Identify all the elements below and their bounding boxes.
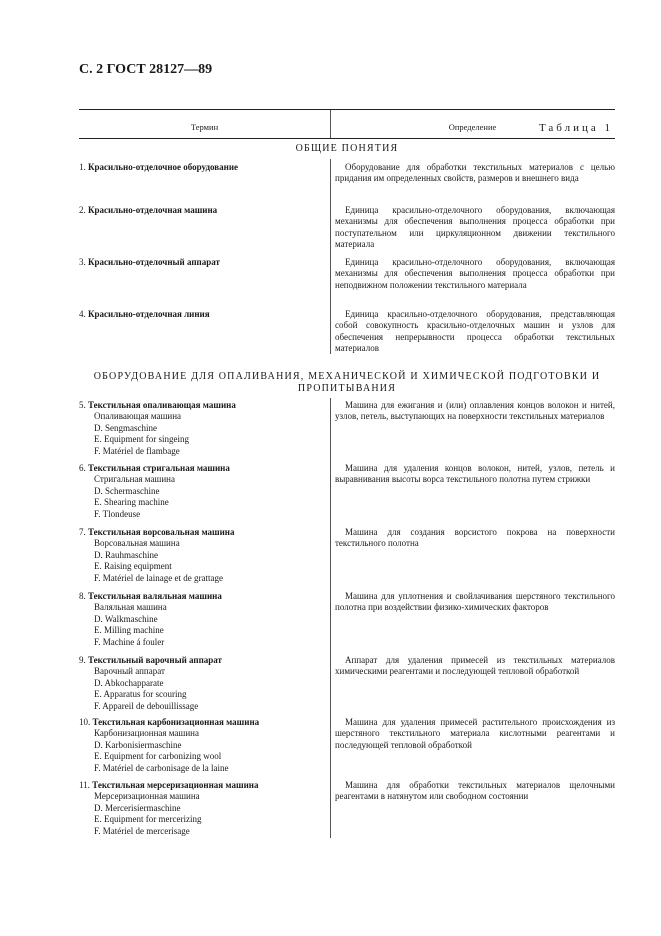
term-synonym: D. Karbonisiermaschine — [94, 739, 182, 750]
definition-cell: Машина для удаления примесей растительного происхождения из шерстяного текстильного материала кислотными реагентами и последующей тепловой обработкой — [335, 717, 615, 750]
term-synonym: F. Machine á fouler — [94, 636, 165, 647]
term-number: 10. — [79, 717, 93, 727]
term-cell — [79, 400, 324, 457]
term-synonym: E. Equipment for singeing — [94, 434, 189, 445]
term-synonym: Валяльная машина — [94, 602, 167, 613]
term-cell — [79, 463, 324, 520]
term-title: Красильно-отделочная машина — [88, 205, 218, 215]
term-number: 2. — [79, 205, 88, 215]
term-synonym: E. Shearing machine — [94, 497, 169, 508]
term-synonym: F. Matériel de carbonisage de la laine — [94, 762, 229, 773]
term-synonym: F. Tlondeuse — [94, 508, 141, 519]
term-synonym: D. Mercerisiermaschine — [94, 802, 181, 813]
term-number: 5. — [79, 400, 88, 410]
term-title: Красильно-отделочный аппарат — [88, 257, 220, 267]
term-synonym: Мерсеризационная машина — [94, 791, 200, 802]
term-cell — [79, 257, 324, 268]
term-cell — [79, 309, 324, 320]
column-divider — [330, 159, 331, 354]
term-synonym: E. Milling machine — [94, 625, 164, 636]
term-number: 1. — [79, 162, 88, 172]
definition-cell: Машина для обработки текстильных материалов щелочными реагентами в натянутом или свободном состоянии — [335, 780, 615, 802]
term-synonym: Карбонизационная машина — [94, 728, 199, 739]
term-synonym: Опаливающая машина — [94, 411, 182, 422]
term-title: Текстильная мерсеризационная машина — [92, 780, 259, 790]
definition-cell: Единица красильно-отделочного оборудования, включающая механизмы для обеспечения выполнения процесса обработки при неподвижном положении текстильного материала — [335, 257, 615, 290]
term-title: Текстильная валяльная машина — [88, 591, 222, 601]
term-synonym: D. Rauhmaschine — [94, 549, 158, 560]
term-number: 3. — [79, 257, 88, 267]
term-title: Текстильный варочный аппарат — [88, 655, 222, 665]
term-number: 9. — [79, 655, 88, 665]
term-synonym: E. Raising equipment — [94, 561, 172, 572]
term-synonym: E. Apparatus for scouring — [94, 689, 187, 700]
definition-cell: Единица красильно-отделочного оборудования, представляющая собой совокупность красильно-отделочных машин и узлов для обеспечения непрерывности процесса обработки текстильных материалов — [335, 309, 615, 354]
term-cell — [79, 717, 324, 774]
definition-cell: Машина для уплотнения и свойлачивания шерстяного текстильного полотна при воздействии физико-химических факторов — [335, 591, 615, 613]
column-header-definition: Определение — [448, 122, 497, 132]
column-header-term: Термин — [190, 122, 219, 132]
term-cell — [79, 205, 324, 216]
term-synonym: F. Matériel de mercerisage — [94, 825, 190, 836]
term-title: Красильно-отделочная линия — [88, 309, 210, 319]
term-number: 11. — [79, 780, 93, 790]
definition-cell: Машина для создания ворсистого покрова на поверхности текстильного полотна — [335, 527, 615, 549]
header-bottom-rule — [79, 138, 615, 139]
term-title: Текстильная карбонизационная машина — [92, 717, 260, 727]
term-synonym: E. Equipment for carbonizing wool — [94, 751, 222, 762]
term-synonym: F. Matériel de flambage — [94, 445, 180, 456]
definition-cell: Единица красильно-отделочного оборудования, включающая механизмы для обеспечения выполнения процесса обработки при поступательном или циркуляционном движении текстильного материала — [335, 205, 615, 250]
definition-cell: Машина для ежигания и (или) оплавления концов волокон и нитей, узлов, петель, выступающих на поверхности текстильных материалов — [335, 400, 615, 422]
section-title: ОБОРУДОВАНИЕ ДЛЯ ОПАЛИВАНИЯ, МЕХАНИЧЕСКОЙ И ХИМИЧЕСКОЙ ПОДГОТОВКИ И ПРОПИТЫВАНИЯ — [93, 371, 601, 394]
header-divider — [330, 110, 331, 138]
term-cell — [79, 162, 324, 173]
term-number: 7. — [79, 527, 88, 537]
term-cell — [79, 591, 324, 648]
definition-cell: Аппарат для удаления примесей из текстильных материалов химическими реагентами и последующей тепловой обработкой — [335, 655, 615, 677]
term-synonym: F. Appareil de debouillissage — [94, 700, 199, 711]
term-synonym: D. Schermaschine — [94, 485, 160, 496]
term-title: Текстильная опаливающая машина — [88, 400, 236, 410]
term-synonym: F. Matériel de lainage et de grattage — [94, 572, 223, 583]
term-synonym: D. Sengmaschine — [94, 422, 157, 433]
definition-cell: Машина для удаления концов волокон, нитей, узлов, петель и выравнивания высоты ворса текстильного полотна путем стрижки — [335, 463, 615, 485]
section-title: ОБЩИЕ ПОНЯТИЯ — [295, 143, 399, 154]
term-title: Красильно-отделочное оборудование — [88, 162, 239, 172]
term-number: 6. — [79, 463, 88, 473]
term-cell — [79, 780, 324, 837]
term-synonym: Варочный аппарат — [94, 666, 165, 677]
column-divider — [330, 398, 331, 838]
term-title: Текстильная ворсовальная машина — [88, 527, 235, 537]
definition-cell: Оборудование для обработки текстильных материалов с целью придания им определенных свойств, размеров и внешнего вида — [335, 162, 615, 184]
term-synonym: Стригальная машина — [94, 474, 175, 485]
term-cell — [79, 527, 324, 584]
term-number: 8. — [79, 591, 88, 601]
term-synonym: Ворсовальная машина — [94, 538, 180, 549]
table-top-rule — [79, 109, 615, 110]
term-title: Текстильная стригальная машина — [88, 463, 230, 473]
term-synonym: D. Walkmaschine — [94, 613, 158, 624]
term-cell — [79, 655, 324, 712]
term-synonym: D. Abkochapparate — [94, 677, 164, 688]
term-number: 4. — [79, 309, 88, 319]
term-synonym: E. Equipment for mercerizing — [94, 814, 202, 825]
table-label: Таблица 1 — [538, 122, 613, 134]
page-header: С. 2 ГОСТ 28127—89 — [79, 62, 213, 77]
